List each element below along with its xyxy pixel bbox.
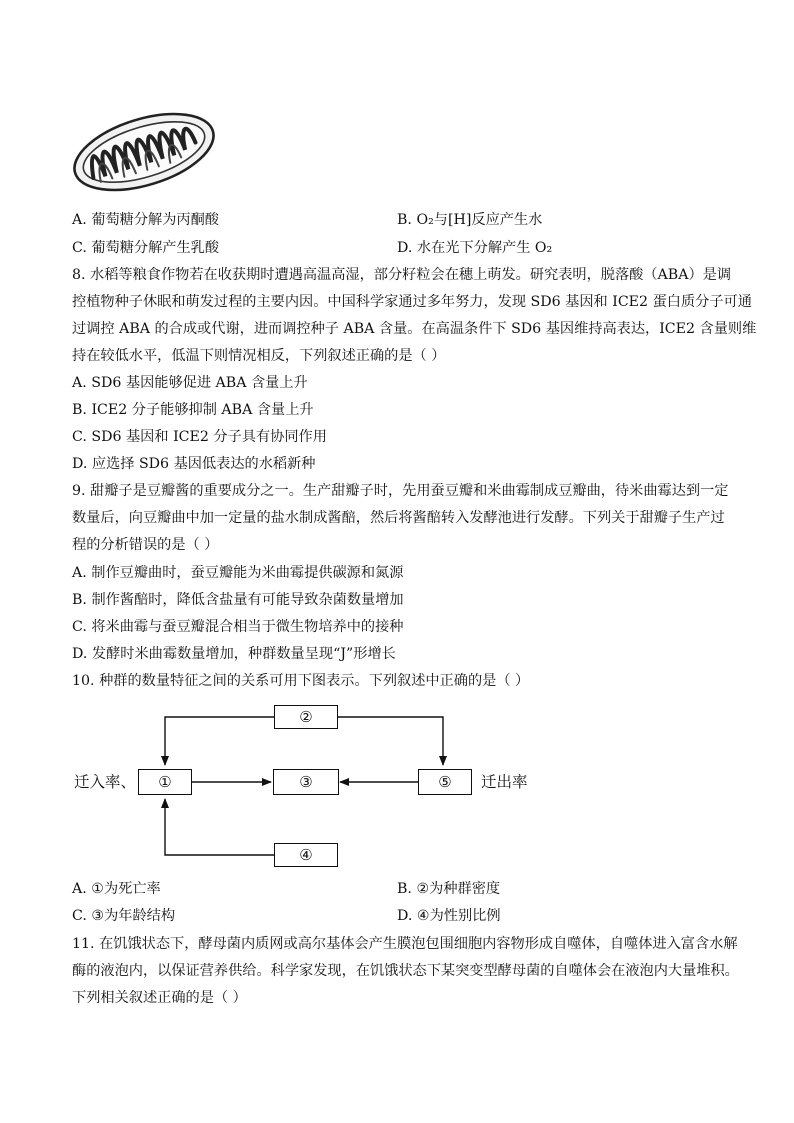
q8-option-c: C. SD6 基因和 ICE2 分子具有协同作用 bbox=[72, 429, 327, 445]
q8-option-b: B. ICE2 分子能够抑制 ABA 含量上升 bbox=[72, 402, 314, 418]
q8-stem-line: 持在较低水平，低温下则情况相反，下列叙述正确的是（ ） bbox=[72, 348, 446, 364]
diagram-left-label: 迁入率、 bbox=[74, 773, 137, 791]
q8-stem-line: 控植物种子休眠和萌发过程的主要内因。中国科学家通过多年努力，发现 SD6 基因和 ICE2 蛋白质分子可通 bbox=[72, 294, 752, 310]
q8-stem-line: 过调控 ABA 的合成或代谢，进而调控种子 ABA 含量。在高温条件下 SD6 基因维持高表达，ICE2 含量则维 bbox=[72, 321, 757, 337]
diagram-box-4: ④ bbox=[274, 843, 338, 867]
q10-option-b: B. ②为种群密度 bbox=[397, 881, 501, 897]
q8-option-d: D. 应选择 SD6 基因低表达的水稻新种 bbox=[72, 456, 316, 472]
q10-option-c: C. ③为年龄结构 bbox=[72, 908, 176, 924]
q9-option-d: D. 发酵时米曲霉数量增加，种群数量呈现“J”形增长 bbox=[72, 646, 396, 662]
q10-option-d: D. ④为性别比例 bbox=[397, 908, 501, 924]
q7-option-d: D. 水在光下分解产生 O₂ bbox=[397, 240, 553, 256]
diagram-box-3: ③ bbox=[273, 769, 339, 795]
q9-option-a: A. 制作豆瓣曲时，蚕豆瓣能为米曲霉提供碳源和氮源 bbox=[72, 565, 404, 581]
diagram-box-2: ② bbox=[274, 705, 338, 729]
q10-option-a: A. ①为死亡率 bbox=[72, 881, 161, 897]
q8-option-a: A. SD6 基因能够促进 ABA 含量上升 bbox=[72, 375, 308, 391]
q9-stem-line: 数量后，向豆瓣曲中加一定量的盐水制成酱醅，然后将酱醅转入发酵池进行发酵。下列关于甜瓣子生产过 bbox=[72, 510, 725, 526]
q9-option-b: B. 制作酱醅时，降低含盐量有可能导致杂菌数量增加 bbox=[72, 592, 404, 608]
q10-stem: 10. 种群的数量特征之间的关系可用下图表示。下列叙述中正确的是（ ） bbox=[72, 673, 530, 689]
q11-stem-line: 11. 在饥饿状态下，酵母菌内质网或高尔基体会产生膜泡包围细胞内容物形成自噬体，自噬体进入富含水解 bbox=[72, 936, 738, 952]
q11-stem-line: 下列相关叙述正确的是（ ） bbox=[72, 990, 247, 1006]
arrow-2-to-5 bbox=[338, 717, 443, 765]
q8-stem-line: 8. 水稻等粮食作物若在收获期时遭遇高温高湿，部分籽粒会在穗上萌发。研究表明，脱落酸（ABA）是调 bbox=[72, 267, 732, 283]
q9-stem-line: 程的分析错误的是（ ） bbox=[72, 537, 219, 553]
arrow-4-to-1 bbox=[165, 799, 274, 855]
arrow-2-to-1 bbox=[165, 717, 274, 765]
q9-stem-line: 9. 甜瓣子是豆瓣酱的重要成分之一。生产甜瓣子时，先用蚕豆瓣和米曲霉制成豆瓣曲，待米曲霉达到一定 bbox=[72, 483, 729, 499]
diagram-box-1: ① bbox=[138, 769, 192, 795]
q7-option-c: C. 葡萄糖分解产生乳酸 bbox=[72, 240, 220, 256]
q7-option-b: B. O₂与[H]反应产生水 bbox=[397, 212, 543, 228]
diagram-box-5: ⑤ bbox=[418, 769, 472, 795]
q9-option-c: C. 将米曲霉与蚕豆瓣混合相当于微生物培养中的接种 bbox=[72, 619, 404, 635]
q7-option-a: A. 葡萄糖分解为丙酮酸 bbox=[72, 212, 219, 228]
q11-stem-line: 酶的液泡内，以保证营养供给。科学家发现，在饥饿状态下某突变型酵母菌的自噬体会在液泡内大量堆积。 bbox=[72, 963, 739, 979]
diagram-right-label: 迁出率 bbox=[481, 773, 528, 791]
